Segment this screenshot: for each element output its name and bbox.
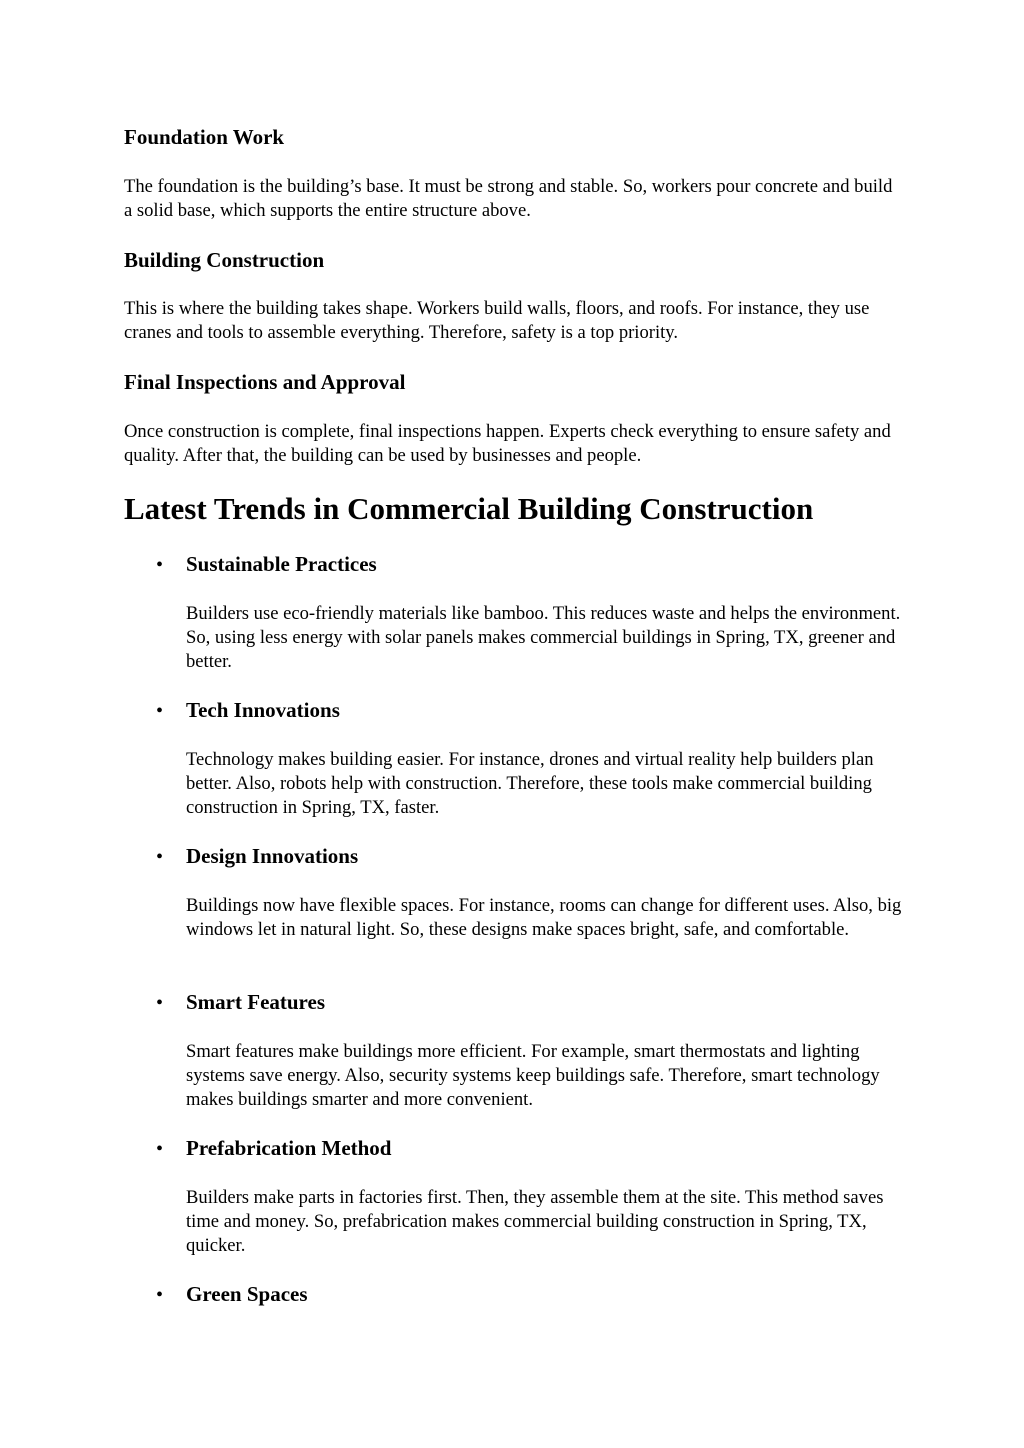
- trend-title-tech: Tech Innovations: [186, 698, 340, 722]
- trend-title-prefabrication: Prefabrication Method: [186, 1136, 392, 1160]
- bullet-icon: •: [156, 700, 164, 722]
- trend-text-tech: Technology makes building easier. For instance, drones and virtual reality help builders plan better. Also, robots help with construction. Therefore, these tools make commercial building construction in Spring, TX, faster.: [186, 749, 874, 818]
- bullet-icon: •: [156, 1284, 164, 1306]
- bullet-icon: •: [156, 992, 164, 1014]
- trend-text-prefabrication: Builders make parts in factories first. Then, they assemble them at the site. This method saves time and money. So, prefabrication makes commercial building construction in Spring, TX, quicker.: [186, 1187, 884, 1256]
- section-heading-building: Building Construction: [124, 248, 325, 272]
- section-text-inspections: Once construction is complete, final inspections happen. Experts check everything to ensure safety and quality. After that, the building can be used by businesses and people.: [124, 421, 891, 466]
- bullet-icon: •: [156, 846, 164, 868]
- bullet-icon: •: [156, 554, 164, 576]
- trend-text-sustainable: Builders use eco-friendly materials like bamboo. This reduces waste and helps the environment. So, using less energy with solar panels makes commercial buildings in Spring, TX, greener and better.: [186, 603, 901, 672]
- bullet-icon: •: [156, 1138, 164, 1160]
- section-text-building: This is where the building takes shape. Workers build walls, floors, and roofs. For instance, they use cranes and tools to assemble everything. Therefore, safety is a top priority.: [124, 298, 870, 343]
- section-heading-inspections: Final Inspections and Approval: [124, 370, 406, 394]
- trend-title-sustainable: Sustainable Practices: [186, 552, 377, 576]
- trend-title-smart: Smart Features: [186, 990, 325, 1014]
- trend-title-green: Green Spaces: [186, 1282, 308, 1306]
- trend-text-smart: Smart features make buildings more efficient. For example, smart thermostats and lighting systems save energy. Also, security systems keep buildings safe. Therefore, smart technology makes buildings smarter and more convenient.: [186, 1041, 880, 1110]
- section-heading-foundation: Foundation Work: [124, 125, 285, 149]
- trends-heading: Latest Trends in Commercial Building Construction: [124, 491, 814, 526]
- section-text-foundation: The foundation is the building’s base. It must be strong and stable. So, workers pour concrete and build a solid base, which supports the entire structure above.: [124, 176, 893, 221]
- trend-text-design: Buildings now have flexible spaces. For instance, rooms can change for different uses. Also, big windows let in natural light. So, these designs make spaces bright, safe, and comfortable.: [186, 895, 902, 940]
- trend-title-design: Design Innovations: [186, 844, 359, 868]
